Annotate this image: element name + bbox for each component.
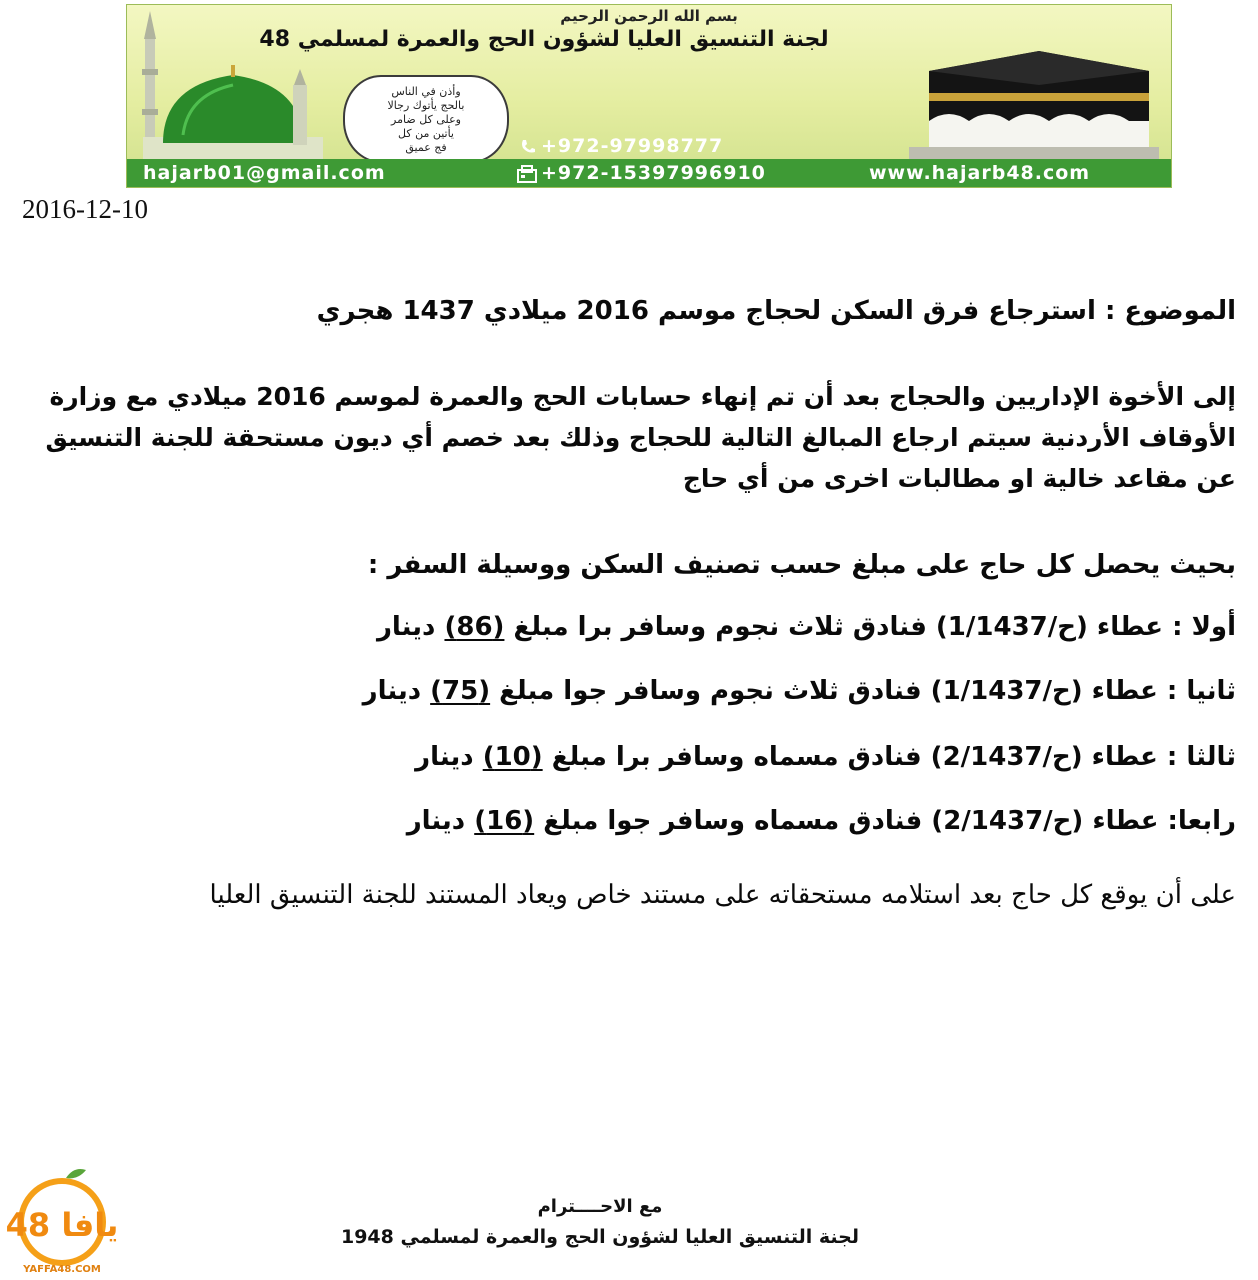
website-address: www.hajarb48.com [869, 162, 1091, 184]
verse-line: فج عميق [405, 141, 447, 154]
refund-item: أولا : عطاء (ح/1/1437) فنادق ثلاث نجوم وسافر برا مبلغ (86) دينار [376, 612, 1236, 642]
logo-text: يافا 48 [5, 1206, 119, 1244]
refund-amount: (10) [482, 742, 543, 772]
fax-icon [517, 165, 537, 183]
refund-amount: (75) [430, 676, 491, 706]
signature-committee: لجنة التنسيق العليا لشؤون الحج والعمرة لمسلمي 1948 [340, 1226, 859, 1248]
phone-number-2: +972-15397996910 [517, 162, 766, 184]
quran-verse-badge [343, 75, 509, 163]
refund-item: ثالثا : عطاء (ح/2/1437) فنادق مسماه وسافر برا مبلغ (10) دينار [415, 742, 1236, 772]
phone-number-1: +972-97998777 [519, 135, 723, 157]
verse-line: وعلى كل ضامر [391, 113, 461, 126]
verse-line: وأذن في الناس [391, 85, 461, 98]
closing-note: على أن يوقع كل حاج بعد استلامه مستحقاته على مستند خاص ويعاد المستند للجنة التنسيق العليا [209, 880, 1236, 910]
yaffa48-logo [4, 1166, 130, 1276]
kaaba-icon [909, 41, 1159, 161]
intro-paragraph: إلى الأخوة الإداريين والحجاج بعد أن تم إنهاء حسابات الحج والعمرة لموسم 2016 ميلادي مع وزارة الأوقاف الأردنية سيتم ارجاع المبالغ التالية للحجاج وذلك بعد خصم أي ديون مستحقة للجنة التنسيق عن مقاعد خالية او مطالبات اخرى من أي حاج [45, 382, 1236, 493]
verse-line: يأتين من كل [398, 127, 454, 140]
refund-item: ثانيا : عطاء (ح/1/1437) فنادق ثلاث نجوم وسافر جوا مبلغ (75) دينار [362, 676, 1236, 706]
distribution-intro: بحيث يحصل كل حاج على مبلغ حسب تصنيف السكن ووسيلة السفر : [367, 550, 1236, 580]
orange-logo-icon [4, 1166, 130, 1276]
email-address: hajarb01@gmail.com [143, 162, 386, 184]
refund-item: رابعا: عطاء (ح/2/1437) فنادق مسماه وسافر جوا مبلغ (16) دينار [406, 806, 1236, 836]
regards-line: مع الاحــــترام [537, 1196, 663, 1217]
green-dome-icon [143, 65, 323, 163]
verse-line: بالحج يأتوك رجالا [387, 99, 465, 112]
basmala: بسم الله الرحمن الرحيم [560, 7, 738, 25]
refund-amount: (86) [444, 612, 505, 642]
refund-amount: (16) [474, 806, 535, 836]
committee-title: لجنة التنسيق العليا لشؤون الحج والعمرة لمسلمي 48 [259, 27, 829, 52]
document-date: 2016-12-10 [22, 194, 148, 224]
subject-line: الموضوع : استرجاع فرق السكن لحجاج موسم 2016 ميلادي 1437 هجري [316, 296, 1236, 326]
logo-site: YAFFA48.COM [23, 1264, 101, 1275]
header-banner [126, 4, 1172, 188]
phone-icon [519, 138, 537, 156]
